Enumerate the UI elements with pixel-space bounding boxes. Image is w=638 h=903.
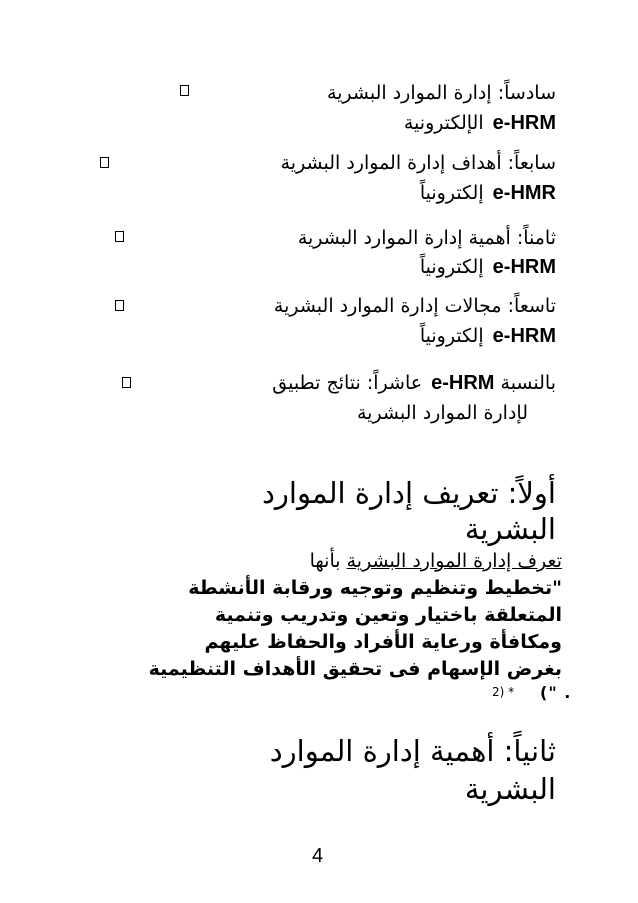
section-1-para-line-1: "تخطيط وتنظيم وتوجيه ورقابة الأنشطة <box>188 577 562 599</box>
checkbox-icon <box>115 300 124 311</box>
toc-item-6-line1: سادساً: إدارة الموارد البشرية <box>326 82 556 104</box>
toc-item-9-line1: تاسعاً: مجالات إدارة الموارد البشرية <box>273 295 556 317</box>
toc-item-6-cont: الإلكترونية <box>403 112 484 134</box>
toc-item-10-code: e-HRM <box>431 372 495 394</box>
toc-item-9-code: e-HRM <box>492 325 556 347</box>
toc-item-7-code: e-HMR <box>492 182 556 204</box>
section-1-heading-line1: أولاً: تعريف إدارة الموارد <box>261 476 556 510</box>
section-1-heading-line2: البشرية <box>464 512 556 546</box>
section-1-para-line-2: المتعلقة باختيار وتعين وتدريب وتنمية <box>214 604 562 626</box>
toc-item-8-line2 <box>420 254 556 280</box>
section-1-para-line-4: بغرض الإسهام فى تحقيق الأهداف التنظيمية <box>148 658 562 680</box>
toc-item-6-line2 <box>404 110 556 136</box>
checkbox-icon <box>122 377 131 388</box>
definition-term: تعرف إدارة الموارد البشرية <box>346 550 562 572</box>
toc-item-8-line1: ثامناً: أهمية إدارة الموارد البشرية <box>297 227 556 249</box>
toc-item-10-pre: بالنسبة <box>500 372 556 394</box>
page-number: 4 <box>312 845 324 867</box>
toc-item-7-line2 <box>420 180 556 206</box>
definition-connector: بأنها <box>309 550 341 572</box>
checkbox-icon <box>180 85 189 96</box>
toc-item-7-cont: إلكترونياً <box>419 182 484 204</box>
toc-item-8-cont: إلكترونياً <box>419 256 484 278</box>
toc-item-10-post: عاشراً: نتائج تطبيق <box>272 372 423 394</box>
section-1-para-line-3: ومكافأة ورعاية الأفراد والحفاظ عليهم <box>204 631 562 653</box>
toc-item-10-line2: لإدارة الموارد البشرية <box>356 402 528 424</box>
toc-item-8-code: e-HRM <box>492 256 556 278</box>
toc-item-6-code: e-HRM <box>492 112 556 134</box>
toc-item-9-cont: إلكترونياً <box>419 325 484 347</box>
toc-item-10-line1 <box>272 370 556 396</box>
checkbox-icon <box>115 231 124 242</box>
checkbox-icon <box>100 157 109 168</box>
section-2-heading-line2: البشرية <box>464 772 556 806</box>
footnote-reference: 2) * <box>492 685 515 699</box>
toc-item-9-line2 <box>420 323 556 349</box>
toc-item-7-line1: سابعاً: أهداف إدارة الموارد البشرية <box>280 152 556 174</box>
section-2-heading-line1: ثانياً: أهمية إدارة الموارد <box>269 734 556 768</box>
section-1-para-end: . ") <box>540 683 572 702</box>
section-1-para-lead <box>310 548 562 574</box>
